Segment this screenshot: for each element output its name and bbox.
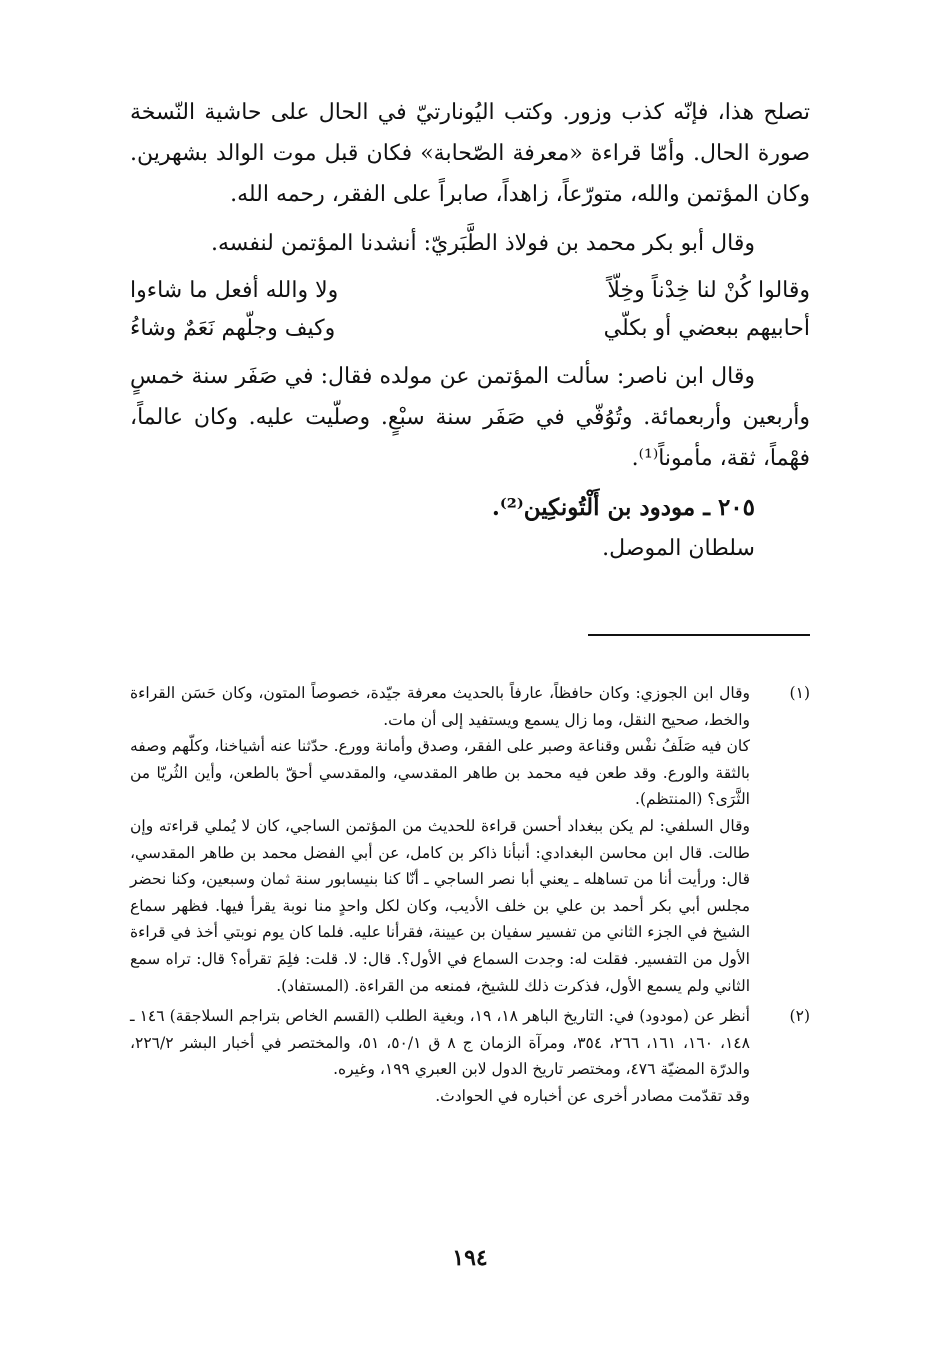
- paragraph-3: وقال ابن ناصر: سألت المؤتمن عن مولده فقال: في صَفَر سنة خمسٍ وأربعين وأربعمائة. وتُوُفّي في صَفَر سنة سبْعٍ. وصلّيت عليه. وكان عالماً، فهْماً، ثقة، مأموناً⁽¹⁾.: [130, 364, 810, 471]
- verse-2-first-hemistich: أحابيهم ببعضي أو بكلّي: [603, 316, 810, 341]
- paragraph-2: وقال أبو بكر محمد بن فولاذ الطَّبَريّ: أنشدنا المؤتمن لنفسه.: [210, 231, 755, 256]
- entry-title: ٢٠٥ ـ مودود بن أَلْتُونكِين⁽²⁾.: [491, 494, 755, 521]
- footnote-2-part-a: أنظر عن (مودود) في: التاريخ الباهر ١٨، ١٩، وبغية الطلب (القسم الخاص بتراجم السلاجقة) ١٤٦ ـ ١٤٨، ١٦٠، ١٦١، ٢٦٦، ٣٥٤، ومرآة الزمان ج ٨ ق ٥٠/١، ٥١، والمختصر في أخبار البشر ٢٢٦/٢، والدرّة المضيّة ٤٧٦، ومختصر تاريخ الدول لابن العبري ١٩٩، وغيره.: [130, 1007, 750, 1079]
- footnote-separator: [588, 634, 810, 636]
- footnote-2-number: (٢): [789, 1007, 810, 1026]
- verse-2-second-hemistich: وكيف وجلّهم نَعَمٌ وشاءُ: [130, 316, 336, 341]
- verse-1-first-hemistich: وقالوا كُنْ لنا خِدْناً وخِلّاً: [607, 278, 810, 303]
- main-text: [130, 92, 810, 569]
- poem-verse-2: [130, 310, 810, 348]
- footnote-1-number: (١): [789, 684, 810, 702]
- footnote-1: [130, 680, 810, 999]
- entry-subtitle: سلطان الموصل.: [602, 536, 755, 561]
- footnote-2-part-b: وقد تقدّمت مصادر أخرى عن أخباره في الحوادث.: [435, 1086, 750, 1105]
- poem-verse-1: [130, 272, 810, 310]
- footnote-1-part-b: كان فيه صَلَفُ نفْس وقناعة وصبر على الفقر، وصدق وأمانة وورع. حدّثنا عنه أشياخنا، وكلّهم وصفه بالثقة والورع. وقد طعن فيه محمد بن طاهر المقدسي، والمقدسي أحقّ بالطعن، وأين الثُريّا من الثَّرَى؟ (المنتظم).: [130, 737, 750, 809]
- footnote-2: [130, 1003, 810, 1109]
- verse-1-second-hemistich: ولا والله أفعل ما شاءوا: [130, 278, 339, 303]
- paragraph-1: تصلح هذا، فإنّه كذب وزور. وكتب اليُونارتيّ في الحال على حاشية النّسخة صورة الحال. وأمّا قراءة «معرفة الصّحابة» فكان قبل موت الوالد بشهرين. وكان المؤتمن والله، متورّعاً، زاهداً، صابراً على الفقر، رحمه الله.: [130, 100, 810, 207]
- footnote-1-part-c: وقال السلفي: لم يكن ببغداد أحسن قراءة للحديث من المؤتمن الساجي، كان لا يُملي قراءته وإن طالت. قال ابن محاسن البغدادي: أنبأنا ذاكر بن كامل، عن أبي الفضل محمد بن طاهر المقدسي، قال: ورأيت أنا من تساهله ـ يعني أبا نصر الساجي ـ أنّا كنا بنيسابور سنة ثمان وسبعين، وكنا نحضر مجلس أبي بكر أحمد بن علي بن خلف الأديب، وكان لكل واحدٍ منا نوبة يقرأ فيها. فظهر سماع الشيخ في الجزء الثاني من تفسير سفيان بن عيينة، فقرأنا عليه. فلما كان يوم نوبتي أخذ في قراءة الأول من التفسير. فقلت له: وجدت السماع في الأول؟. قال: لا. قلت: فلِمَ تقرأه؟ قال: تراه سمع الثاني ولم يسمع الأول، فذكرت ذلك للشيخ، فمنعه من القراءة. (المستفاد).: [130, 816, 750, 995]
- footnotes: [130, 680, 810, 1110]
- page-number: ١٩٤: [452, 1245, 488, 1271]
- footnote-1-part-a: وقال ابن الجوزي: وكان حافظاً، عارفاً بالحديث معرفة جيّدة، خصوصاً المتون، وكان حَسَن القراءة والخط، صحيح النقل، وما زال يسمع ويستفيد إلى أن مات.: [130, 684, 750, 729]
